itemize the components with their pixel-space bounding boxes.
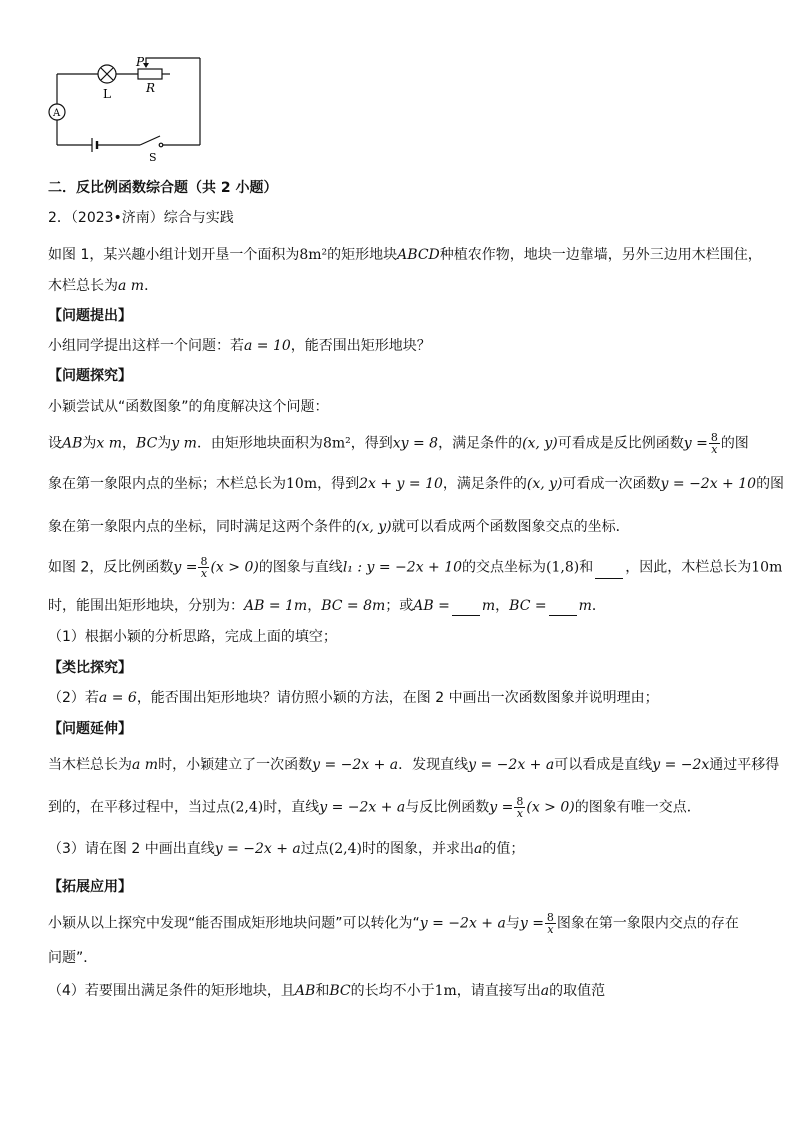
intro-line-1: 如图 1，某兴趣小组计划开垦一个面积为8m²的矩形地块ABCD种植农作物，地块一边靠墙，另外三边用木栏围住， (48, 247, 762, 263)
question-header: 2．（2023•济南）综合与实践 (48, 210, 234, 226)
label-s: S (149, 151, 157, 164)
raise-line: 小组同学提出这样一个问题：若a = 10，能否围出矩形地块？ (48, 338, 431, 354)
question-3: （3）请在图 2 中画出直线y = −2x + a过点(2,4)时的图象，并求出a的值； (48, 841, 525, 857)
figure2-line-2: 时，能围出矩形地块，分别为：AB = 1m，BC = 8m；或AB = m，BC = m． (48, 598, 606, 614)
explore-line-1: 设AB为x m，BC为y m．由矩形地块面积为8m²，得到xy = 8，满足条件的(x, y)可看成是反比例函数y = $\frac{8}{x}$ 的图 (48, 431, 749, 456)
question-4: （4）若要围出满足条件的矩形地块，且AB和BC的长均不小于1m，请直接写出a的取值范 (48, 983, 606, 999)
heading-explore: 【问题探究】 (48, 368, 132, 384)
label-a: A (53, 108, 61, 119)
section-title: 二．反比例函数综合题（共 2 小题） (48, 180, 278, 196)
intro-line-2: 木栏总长为a m． (48, 278, 159, 294)
extend-line-1: 当木栏总长为a m时，小颖建立了一次函数y = −2x + a．发现直线y = −2x + a可以看成是直线y = −2x通过平移得 (48, 757, 780, 773)
heading-raise: 【问题提出】 (48, 308, 132, 324)
answer-blank-2[interactable] (452, 601, 480, 616)
question-1: （1）根据小颖的分析思路，完成上面的填空； (48, 629, 337, 645)
explore-line-2: 象在第一象限内点的坐标；木栏总长为10m，得到2x + y = 10，满足条件的(x, y)可看成一次函数y = −2x + 10的图 (48, 476, 785, 492)
figure2-line-1: 如图 2，反比例函数y = $\frac{8}{x}$ (x > 0)的图象与直线l₁ : y = −2x + 10的交点坐标为(1,8)和 ，因此，木栏总长为10m (48, 555, 783, 580)
heading-apply: 【拓展应用】 (48, 879, 132, 895)
apply-line-1: 小颖从以上探究中发现“能否围成矩形地块问题”可以转化为“y = −2x + a与y = $\frac{8}{x}$ 图象在第一象限内交点的存在 (48, 911, 739, 936)
explore-intro: 小颖尝试从“函数图象”的角度解决这个问题： (48, 399, 329, 415)
answer-blank-1[interactable] (595, 564, 623, 579)
label-p: P (136, 55, 145, 69)
heading-analog: 【类比探究】 (48, 660, 132, 676)
label-l: L (103, 87, 111, 101)
heading-extend: 【问题延伸】 (48, 721, 132, 737)
explore-line-3: 象在第一象限内点的坐标，同时满足这两个条件的(x, y)就可以看成两个函数图象交点的坐标． (48, 519, 630, 535)
circuit-diagram (40, 48, 210, 168)
extend-line-2: 到的，在平移过程中，当过点(2,4)时，直线y = −2x + a与反比例函数y = $\frac{8}{x}$ (x > 0)的图象有唯一交点． (48, 795, 701, 820)
apply-line-2: 问题”． (48, 950, 98, 966)
resistor-symbol (138, 69, 162, 79)
label-r: R (146, 81, 156, 95)
question-2: （2）若a = 6，能否围出矩形地块？请仿照小颖的方法，在图 2 中画出一次函数图象并说明理由； (48, 690, 659, 706)
answer-blank-3[interactable] (549, 601, 577, 616)
